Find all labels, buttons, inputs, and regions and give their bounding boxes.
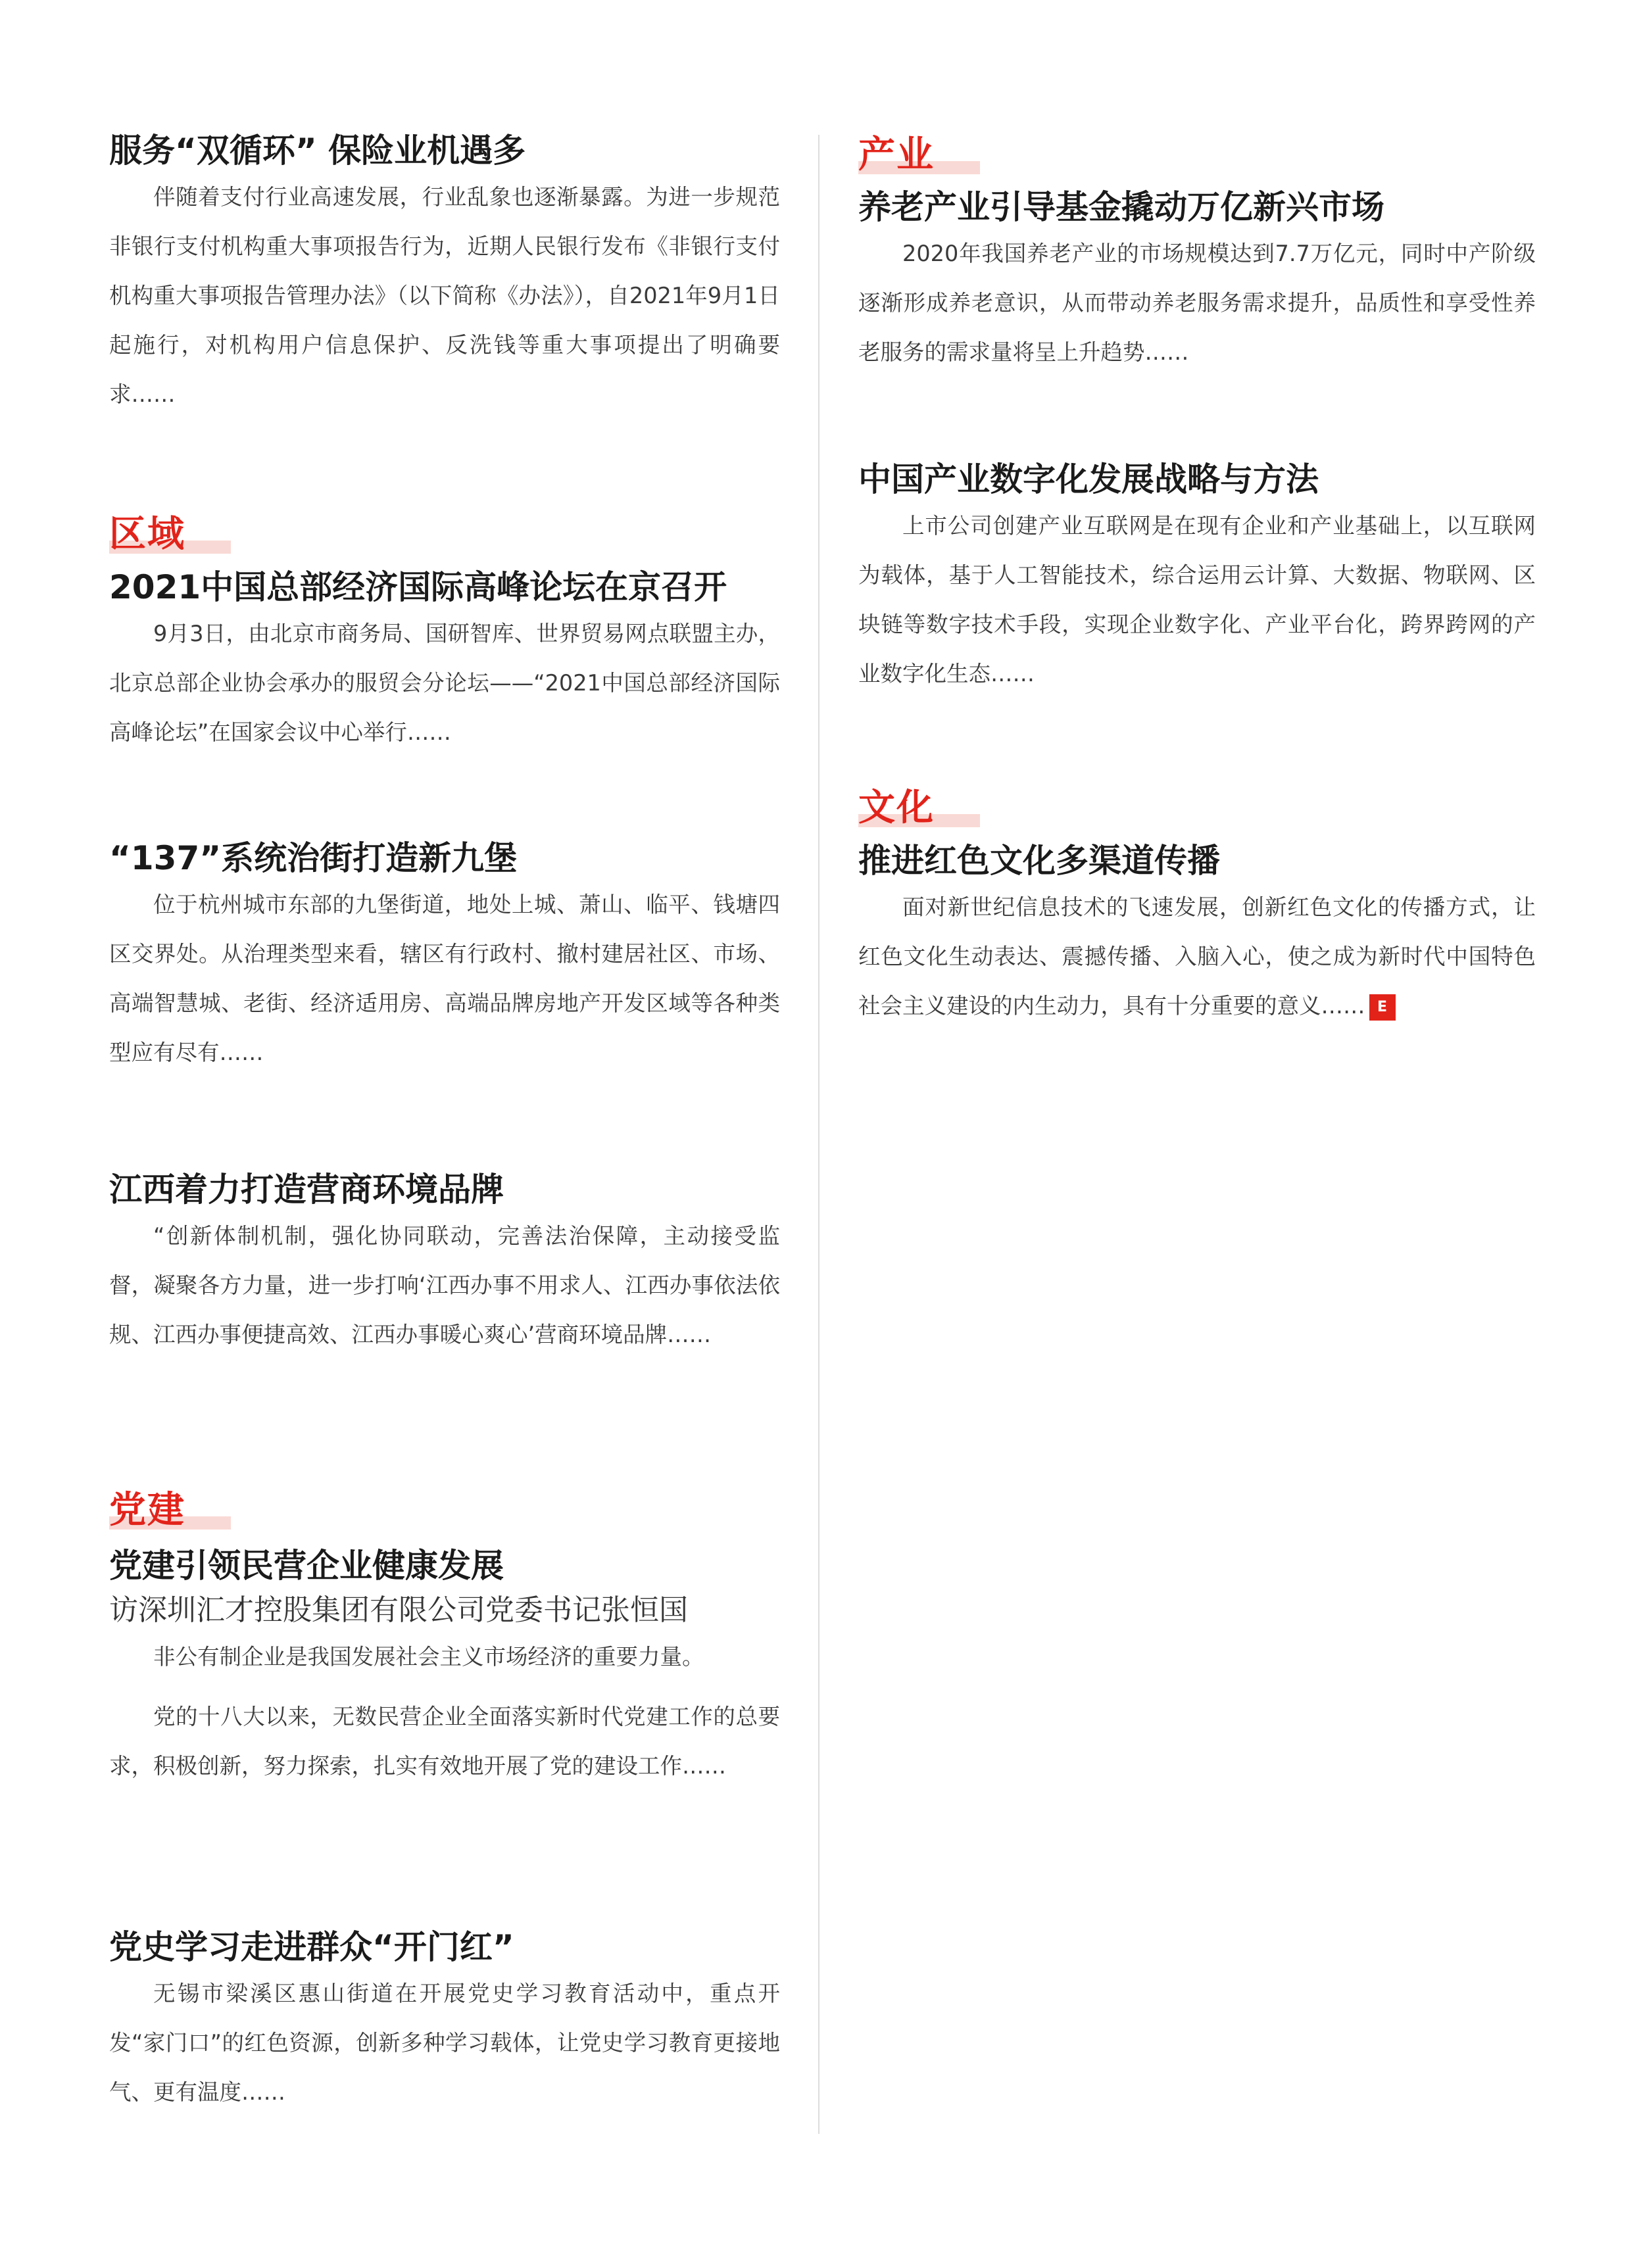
article-title[interactable]: 2021中国总部经济国际高峰论坛在京召开 [109,568,727,606]
article-jiubao[interactable] [109,836,780,1077]
article-summary: 9月3日，由北京市商务局、国研智库、世界贸易网点联盟主办，北京总部企业协会承办的服贸会分论坛——“2021中国总部经济国际高峰论坛”在国家会议中心举行…… [109,621,780,745]
section-tag-label: 产业 [858,133,935,176]
article-party-history[interactable] [109,1925,780,2117]
article-summary: “创新体制机制，强化协同联动，完善法治保障，主动接受监督，凝聚各方力量，进一步打响‘江西办事不用求人、江西办事依法依规、江西办事便捷高效、江西办事暖心爽心’营商环境品牌…… [109,1223,780,1347]
article-hq-forum[interactable] [109,566,780,757]
article-summary: 位于杭州城市东部的九堡街道，地处上城、萧山、临平、钱塘四区交界处。从治理类型来看，辖区有行政村、撤村建居社区、市场、高端智慧城、老街、经济适用房、高端品牌房地产开发区域等各种类型应有尽有…… [109,892,780,1065]
article-title[interactable]: “137”系统治街打造新九堡 [109,839,518,877]
article-jiangxi[interactable] [109,1168,780,1359]
section-tag [109,1490,780,1531]
article-title[interactable]: 中国产业数字化发展战略与方法 [858,460,1319,498]
article-summary-2: 党的十八大以来，无数民营企业全面落实新时代党建工作的总要求，积极创新，努力探索，扎实有效地开展了党的建设工作…… [109,1704,780,1779]
article-red-culture[interactable] [858,839,1536,1030]
section-tag [109,514,780,555]
article-subtitle: 访深圳汇才控股集团有限公司党委书记张恒国 [109,1593,688,1627]
article-title[interactable]: 江西着力打造营商环境品牌 [109,1170,504,1209]
article-summary: 2020年我国养老产业的市场规模达到7.7万亿元，同时中产阶级逐渐形成养老意识，从而带动养老服务需求提升，品质性和享受性养老服务的需求量将呈上升趋势…… [858,241,1536,365]
section-region [109,514,780,560]
article-digitalization[interactable] [858,458,1536,698]
article-summary: 上市公司创建产业互联网是在现有企业和产业基础上，以互联网为载体，基于人工智能技术，综合运用云计算、大数据、物联网、区块链等数字技术手段，实现企业数字化、产业平台化，跨界跨网的产业数字化生态…… [858,513,1536,687]
article-summary: 非公有制企业是我国发展社会主义市场经济的重要力量。 [153,1644,704,1670]
article-summary [858,882,1536,1030]
article-title[interactable]: 党史学习走进群众“开门红” [109,1928,514,1966]
article-title[interactable]: 推进红色文化多渠道传播 [858,842,1220,880]
article-title[interactable]: 服务“双循环” 保险业机遇多 [109,132,526,170]
article-title[interactable]: 养老产业引导基金撬动万亿新兴市场 [858,188,1384,226]
article-summary: 无锡市梁溪区惠山街道在开展党史学习教育活动中，重点开发“家门口”的红色资源，创新多种学习载体，让党史学习教育更接地气、更有温度…… [109,1981,780,2105]
article-summary-text: 面对新世纪信息技术的飞速发展，创新红色文化的传播方式，让红色文化生动表达、震撼传播、入脑入心，使之成为新时代中国特色社会主义建设的内生动力，具有十分重要的意义…… [858,894,1536,1019]
article-party-building[interactable] [109,1544,780,1791]
section-industry [858,135,1536,181]
article-title[interactable]: 党建引领民营企业健康发展 [109,1547,504,1585]
section-party [109,1490,780,1536]
section-culture [858,788,1536,834]
section-tag-label: 区域 [109,513,185,556]
section-tag-label: 党建 [109,1489,185,1532]
magazine-end-mark-icon: E [1369,994,1396,1021]
section-tag-label: 文化 [858,786,935,829]
column-divider [818,135,820,2134]
article-elderly-care-fund[interactable] [858,185,1536,377]
section-tag [858,135,1536,176]
article-summary: 伴随着支付行业高速发展，行业乱象也逐渐暴露。为进一步规范非银行支付机构重大事项报告行为，近期人民银行发布《非银行支付机构重大事项报告管理办法》（以下简称《办法》），自2021年9月1日起施行，对机构用户信息保护、反洗钱等重大事项提出了明确要求…… [109,184,780,407]
article-insurance[interactable] [109,129,780,419]
section-tag [858,788,1536,829]
